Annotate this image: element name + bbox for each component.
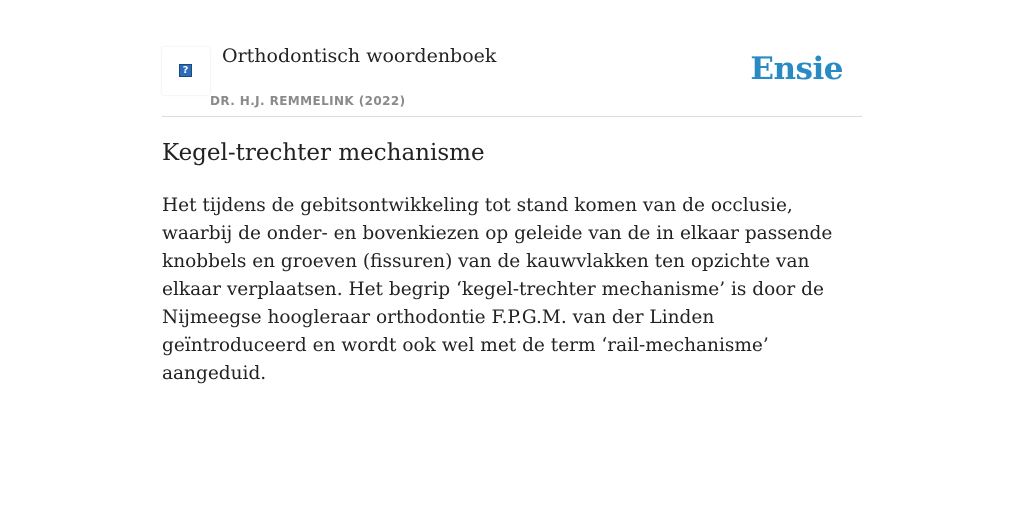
ensie-logo[interactable]: Ensie <box>750 51 843 87</box>
entry-definition: Het tijdens de gebitsontwikkeling tot stand komen van de occlusie, waarbij de onder- en bovenkiezen op geleide van de in elkaar passende knobbels en groeven (fissuren) van de kauwvlakken ten opzichte van elkaar verplaatsen. Het begrip ‘kegel-trechter mechanisme’ is door de Nijmeegse hoogleraar orthodontie F.P.G.M. van der Linden geïntroduceerd en wordt ook wel met de term ‘rail-mechanisme’ aangeduid. <box>162 195 833 384</box>
book-title-link[interactable]: Orthodontisch woordenboek <box>222 45 497 67</box>
entry-header <box>162 0 862 117</box>
entry-title: Kegel-trechter mechanisme <box>162 140 485 166</box>
page-container <box>162 0 862 384</box>
book-cover[interactable] <box>162 47 210 95</box>
book-author: DR. H.J. REMMELINK (2022) <box>210 94 406 108</box>
question-mark-icon: ? <box>179 64 192 77</box>
